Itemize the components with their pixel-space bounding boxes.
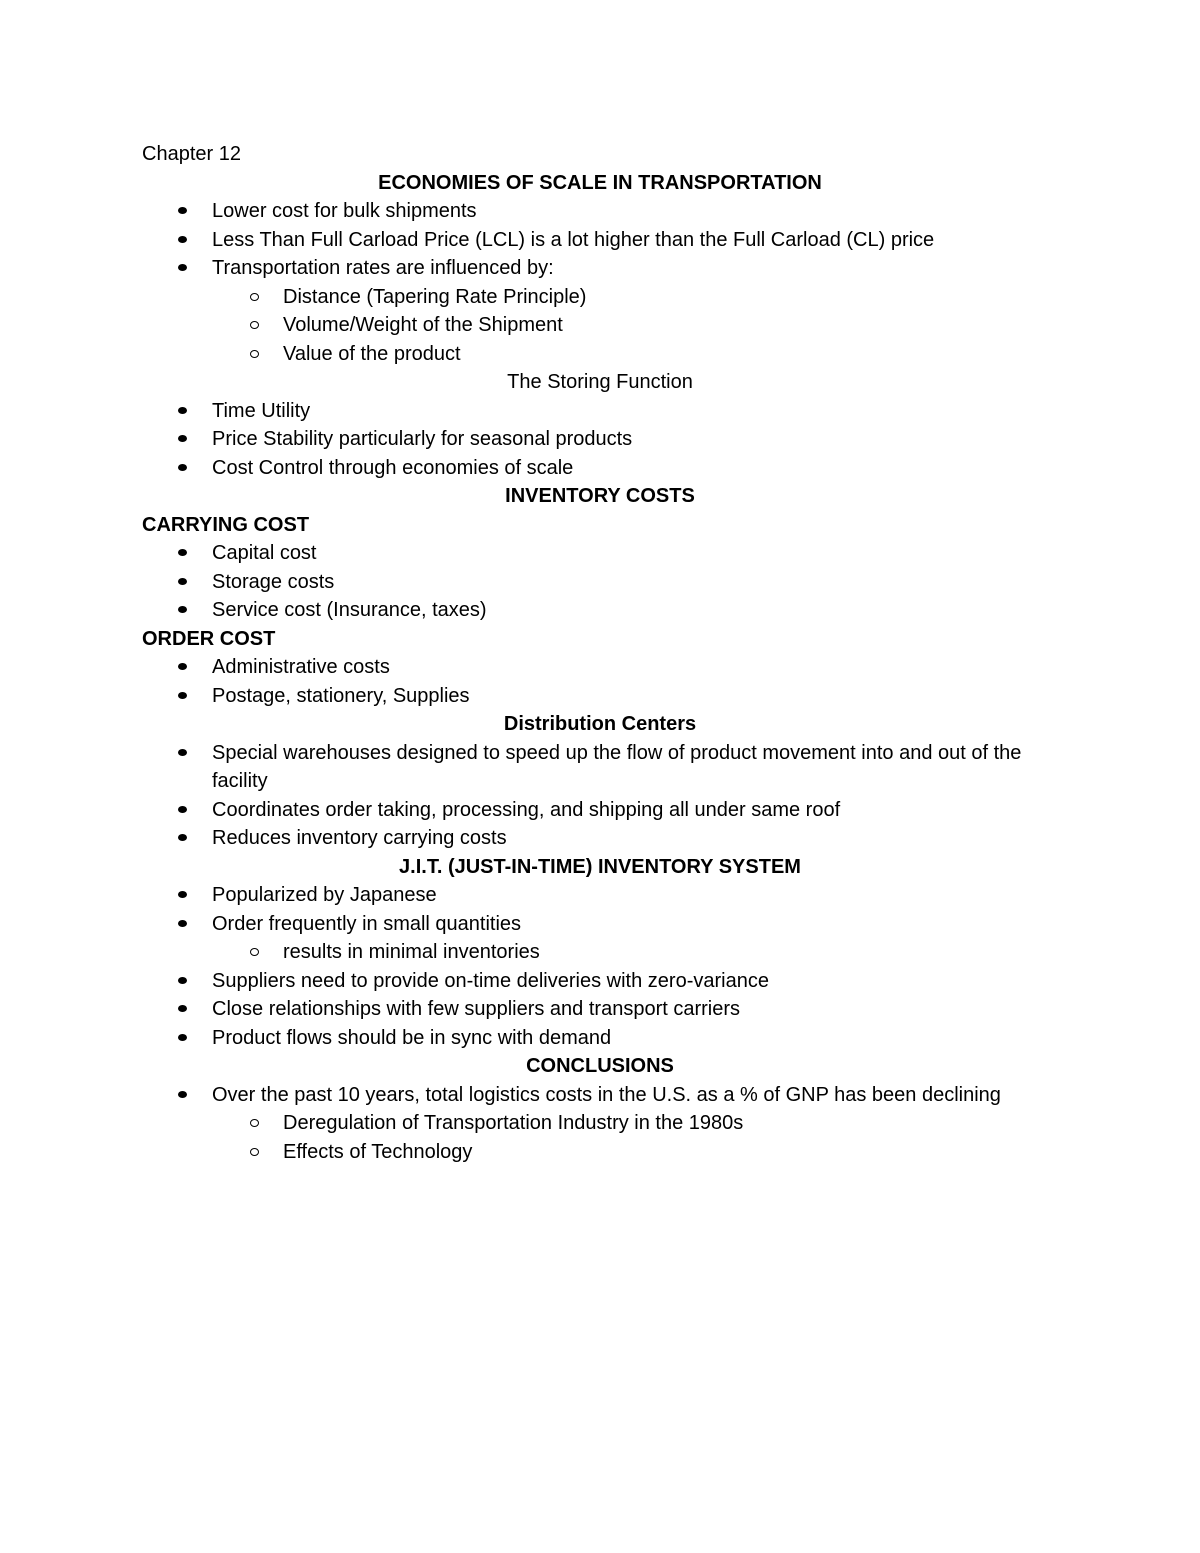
list-item <box>142 995 1058 1024</box>
hollow-bullet-icon <box>250 1148 259 1156</box>
list-item-text: Capital cost <box>212 542 317 564</box>
filled-bullet-icon <box>178 407 187 414</box>
filled-bullet-icon <box>178 207 187 214</box>
list-item-text: Less Than Full Carload Price (LCL) is a lot higher than the Full Carload (CL) price <box>212 228 935 251</box>
list-item <box>142 653 1058 682</box>
economies-of-scale-list <box>142 197 1058 368</box>
list-item-text: Special warehouses designed to speed up the flow of product movement into and out of the facility <box>212 741 1022 792</box>
list-item-text: Transportation rates are influenced by: <box>212 257 554 279</box>
carrying-cost-list <box>142 539 1058 625</box>
sub-list-item-text: Deregulation of Transportation Industry in the 1980s <box>283 1112 744 1134</box>
filled-bullet-icon <box>178 806 187 813</box>
conclusions-list <box>142 1081 1058 1167</box>
list-item-text: Storage costs <box>212 570 335 593</box>
order-cost-list <box>142 653 1058 710</box>
list-item-text: Service cost (Insurance, taxes) <box>212 599 487 621</box>
jit-inventory-list <box>142 881 1058 1052</box>
filled-bullet-icon <box>178 606 187 613</box>
filled-bullet-icon <box>178 663 187 670</box>
list-item <box>142 1081 1058 1110</box>
list-item-text: Lower cost for bulk shipments <box>212 200 477 222</box>
list-item <box>142 910 1058 939</box>
list-item-text: Popularized by Japanese <box>212 884 437 906</box>
list-item-text: Reduces inventory carrying costs <box>212 827 507 849</box>
chapter-label: Chapter 12 <box>142 143 241 165</box>
list-item <box>142 682 1058 711</box>
filled-bullet-icon <box>178 834 187 841</box>
list-item <box>142 425 1058 454</box>
list-item-text: Over the past 10 years, total logistics costs in the U.S. as a % of GNP has been declining <box>212 1083 1001 1106</box>
filled-bullet-icon <box>178 464 187 471</box>
section-heading-storing-function: The Storing Function <box>507 371 693 393</box>
filled-bullet-icon <box>178 236 187 243</box>
section-heading-distribution-centers: Distribution Centers <box>503 713 697 735</box>
list-item <box>142 739 1058 796</box>
list-item-text: Suppliers need to provide on-time deliveries with zero-variance <box>212 969 769 992</box>
list-item-text: Coordinates order taking, processing, and shipping all under same roof <box>212 798 841 821</box>
sub-list-item <box>142 340 1058 369</box>
list-item-text: Administrative costs <box>212 656 390 678</box>
sub-list-item-text: Distance (Tapering Rate Principle) <box>283 285 587 308</box>
filled-bullet-icon <box>178 1091 187 1098</box>
filled-bullet-icon <box>178 549 187 556</box>
filled-bullet-icon <box>178 1034 187 1041</box>
list-item <box>142 596 1058 625</box>
list-item <box>142 197 1058 226</box>
list-item <box>142 539 1058 568</box>
list-item <box>142 568 1058 597</box>
list-item-text: Product flows should be in sync with demand <box>212 1026 612 1049</box>
section-heading-inventory-costs: INVENTORY COSTS <box>505 485 695 507</box>
list-item-text: Postage, stationery, Supplies <box>212 684 470 707</box>
section-heading-economies-of-scale: ECONOMIES OF SCALE IN TRANSPORTATION <box>378 171 822 194</box>
list-item-text: Close relationships with few suppliers and transport carriers <box>212 998 741 1020</box>
storing-function-list <box>142 397 1058 483</box>
list-item <box>142 1024 1058 1053</box>
sub-list-item-text: Effects of Technology <box>283 1140 473 1163</box>
list-item <box>142 254 1058 283</box>
sub-list-item-text: Value of the product <box>283 342 461 365</box>
hollow-bullet-icon <box>250 350 259 358</box>
group-title-carrying-cost: CARRYING COST <box>142 513 310 536</box>
list-item <box>142 824 1058 853</box>
filled-bullet-icon <box>178 692 187 699</box>
sub-list-item <box>142 1138 1058 1167</box>
list-item <box>142 454 1058 483</box>
filled-bullet-icon <box>178 749 187 756</box>
distribution-centers-list <box>142 739 1058 853</box>
filled-bullet-icon <box>178 578 187 585</box>
filled-bullet-icon <box>178 435 187 442</box>
sub-list-item <box>142 283 1058 312</box>
list-item <box>142 967 1058 996</box>
sub-list-item <box>142 1109 1058 1138</box>
list-item <box>142 796 1058 825</box>
hollow-bullet-icon <box>250 948 259 956</box>
list-item-text: Cost Control through economies of scale <box>212 456 574 479</box>
list-item-text: Order frequently in small quantities <box>212 912 522 935</box>
sub-list-item <box>142 938 1058 967</box>
filled-bullet-icon <box>178 920 187 927</box>
list-item <box>142 397 1058 426</box>
hollow-bullet-icon <box>250 1119 259 1127</box>
filled-bullet-icon <box>178 1005 187 1012</box>
filled-bullet-icon <box>178 264 187 271</box>
hollow-bullet-icon <box>250 293 259 301</box>
list-item-text: Price Stability particularly for seasonal products <box>212 428 633 450</box>
group-title-order-cost: ORDER COST <box>142 627 276 650</box>
sub-list-item-text: results in minimal inventories <box>283 941 540 963</box>
document-body <box>142 140 1058 1166</box>
section-heading-jit-inventory: J.I.T. (JUST-IN-TIME) INVENTORY SYSTEM <box>399 855 801 878</box>
list-item-text: Time Utility <box>212 399 311 422</box>
filled-bullet-icon <box>178 891 187 898</box>
hollow-bullet-icon <box>250 321 259 329</box>
sub-list-item-text: Volume/Weight of the Shipment <box>283 314 563 336</box>
section-heading-conclusions: CONCLUSIONS <box>526 1055 674 1077</box>
filled-bullet-icon <box>178 977 187 984</box>
list-item <box>142 226 1058 255</box>
sub-list-item <box>142 311 1058 340</box>
list-item <box>142 881 1058 910</box>
